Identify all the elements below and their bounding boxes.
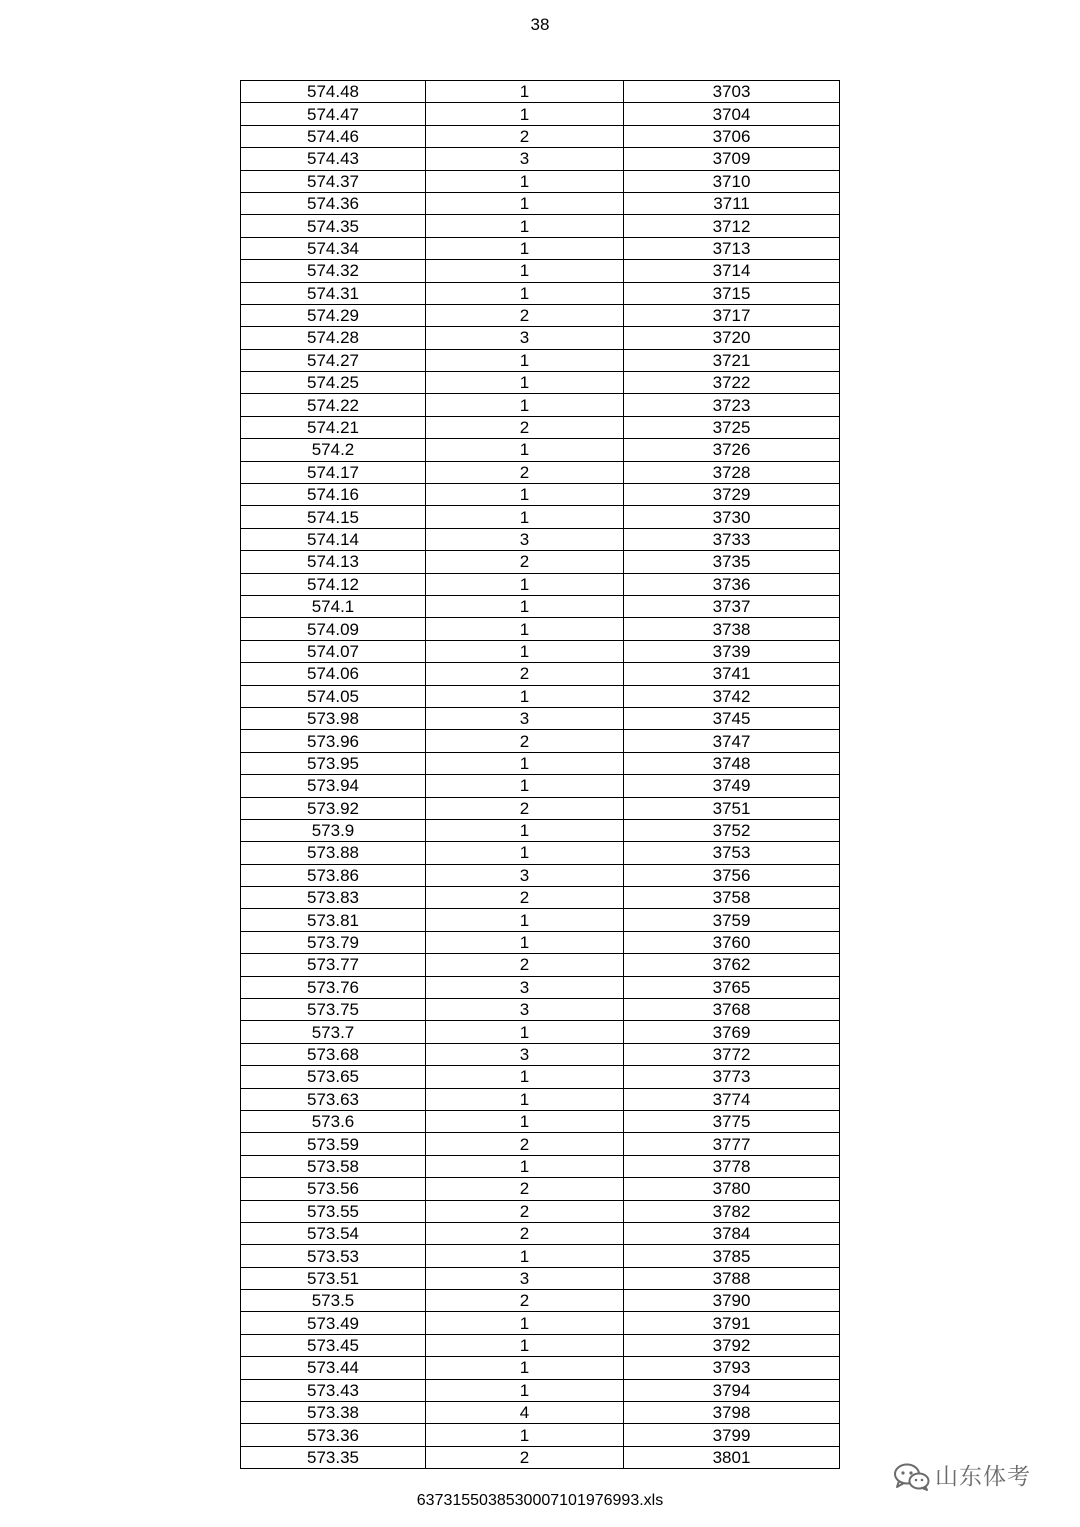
table-row [241,1267,840,1289]
score-cell: 574.09 [241,618,426,640]
count-cell: 1 [426,752,624,774]
cumulative-cell: 3752 [624,819,840,841]
table-row [241,506,840,528]
count-cell: 1 [426,282,624,304]
count-cell: 1 [426,775,624,797]
score-cell: 574.25 [241,372,426,394]
score-cell: 573.36 [241,1424,426,1446]
table-row [241,1110,840,1132]
score-cell: 573.75 [241,999,426,1021]
table-row [241,640,840,662]
footer-filename: 637315503853000710197​6993.xls [416,1492,664,1509]
count-cell: 2 [426,461,624,483]
cumulative-cell: 3769 [624,1021,840,1043]
count-cell: 2 [426,887,624,909]
count-cell: 3 [426,528,624,550]
score-cell: 574.43 [241,148,426,170]
cumulative-cell: 3748 [624,752,840,774]
table-row [241,909,840,931]
table-row [241,1446,840,1468]
count-cell: 3 [426,1043,624,1065]
count-cell: 1 [426,81,624,103]
cumulative-cell: 3758 [624,887,840,909]
count-cell: 3 [426,327,624,349]
cumulative-cell: 3768 [624,999,840,1021]
table-row [241,416,840,438]
table-row [241,103,840,125]
score-cell: 574.2 [241,439,426,461]
cumulative-cell: 3712 [624,215,840,237]
cumulative-cell: 3765 [624,976,840,998]
cumulative-cell: 3729 [624,484,840,506]
page-number: 38 [530,15,550,34]
cumulative-cell: 3777 [624,1133,840,1155]
score-cell: 574.1 [241,595,426,617]
cumulative-cell: 3717 [624,304,840,326]
score-cell: 573.76 [241,976,426,998]
cumulative-cell: 3711 [624,192,840,214]
table-row [241,215,840,237]
count-cell: 1 [426,1424,624,1446]
table-row [241,819,840,841]
cumulative-cell: 3759 [624,909,840,931]
count-cell: 2 [426,1446,624,1468]
table-row [241,595,840,617]
cumulative-cell: 3713 [624,237,840,259]
table-row [241,349,840,371]
score-cell: 574.37 [241,170,426,192]
cumulative-cell: 3704 [624,103,840,125]
score-cell: 574.21 [241,416,426,438]
count-cell: 1 [426,1021,624,1043]
cumulative-cell: 3774 [624,1088,840,1110]
table-row [241,842,840,864]
score-cell: 574.07 [241,640,426,662]
cumulative-cell: 3749 [624,775,840,797]
score-cell: 573.54 [241,1222,426,1244]
count-cell: 4 [426,1402,624,1424]
score-cell: 574.22 [241,394,426,416]
table-row [241,148,840,170]
cumulative-cell: 3742 [624,685,840,707]
score-cell: 574.46 [241,125,426,147]
cumulative-cell: 3745 [624,707,840,729]
table-row [241,260,840,282]
score-cell: 573.55 [241,1200,426,1222]
table-row [241,730,840,752]
table-row [241,1357,840,1379]
table-row [241,573,840,595]
cumulative-cell: 3782 [624,1200,840,1222]
cumulative-cell: 3715 [624,282,840,304]
score-cell: 573.5 [241,1290,426,1312]
score-cell: 573.49 [241,1312,426,1334]
count-cell: 1 [426,237,624,259]
score-cell: 574.14 [241,528,426,550]
cumulative-cell: 3714 [624,260,840,282]
table-row [241,752,840,774]
score-cell: 573.9 [241,819,426,841]
count-cell: 1 [426,1110,624,1132]
score-cell: 574.16 [241,484,426,506]
score-cell: 573.81 [241,909,426,931]
count-cell: 1 [426,1357,624,1379]
count-cell: 1 [426,484,624,506]
cumulative-cell: 3730 [624,506,840,528]
wechat-icon [893,1462,931,1492]
table-row [241,1088,840,1110]
count-cell: 2 [426,416,624,438]
count-cell: 2 [426,551,624,573]
score-cell: 573.95 [241,752,426,774]
score-cell: 574.29 [241,304,426,326]
table-row [241,663,840,685]
table-row [241,864,840,886]
score-cell: 573.88 [241,842,426,864]
cumulative-cell: 3791 [624,1312,840,1334]
count-cell: 2 [426,1200,624,1222]
count-cell: 1 [426,640,624,662]
count-cell: 3 [426,976,624,998]
score-table-body [241,81,840,1469]
score-cell: 574.35 [241,215,426,237]
watermark-text: 山东体考 [935,1464,1031,1490]
table-row [241,237,840,259]
cumulative-cell: 3737 [624,595,840,617]
score-cell: 574.27 [241,349,426,371]
score-cell: 573.63 [241,1088,426,1110]
table-row [241,1021,840,1043]
score-cell: 574.05 [241,685,426,707]
cumulative-cell: 3793 [624,1357,840,1379]
table-row [241,1133,840,1155]
score-cell: 573.56 [241,1178,426,1200]
cumulative-cell: 3721 [624,349,840,371]
count-cell: 3 [426,148,624,170]
cumulative-cell: 3798 [624,1402,840,1424]
cumulative-cell: 3780 [624,1178,840,1200]
score-cell: 573.7 [241,1021,426,1043]
count-cell: 3 [426,864,624,886]
table-row [241,887,840,909]
score-cell: 573.83 [241,887,426,909]
table-row [241,775,840,797]
count-cell: 1 [426,819,624,841]
cumulative-cell: 3709 [624,148,840,170]
count-cell: 1 [426,103,624,125]
score-cell: 573.38 [241,1402,426,1424]
cumulative-cell: 3741 [624,663,840,685]
cumulative-cell: 3728 [624,461,840,483]
count-cell: 1 [426,1379,624,1401]
table-row [241,81,840,103]
cumulative-cell: 3801 [624,1446,840,1468]
count-cell: 1 [426,260,624,282]
table-row [241,1178,840,1200]
cumulative-cell: 3799 [624,1424,840,1446]
score-cell: 574.13 [241,551,426,573]
table-row [241,1334,840,1356]
table-row [241,528,840,550]
score-cell: 574.15 [241,506,426,528]
table-row [241,1245,840,1267]
cumulative-cell: 3738 [624,618,840,640]
count-cell: 2 [426,954,624,976]
count-cell: 1 [426,685,624,707]
table-row [241,1424,840,1446]
score-cell: 573.68 [241,1043,426,1065]
count-cell: 1 [426,1245,624,1267]
score-cell: 574.34 [241,237,426,259]
count-cell: 2 [426,125,624,147]
cumulative-cell: 3703 [624,81,840,103]
count-cell: 1 [426,1155,624,1177]
count-cell: 1 [426,573,624,595]
score-cell: 573.59 [241,1133,426,1155]
score-cell: 573.45 [241,1334,426,1356]
table-row [241,1200,840,1222]
table-row [241,685,840,707]
table-row [241,1402,840,1424]
table-row [241,394,840,416]
cumulative-cell: 3772 [624,1043,840,1065]
table-row [241,1043,840,1065]
score-cell: 574.47 [241,103,426,125]
score-cell: 573.92 [241,797,426,819]
count-cell: 1 [426,618,624,640]
score-cell: 573.44 [241,1357,426,1379]
table-row [241,439,840,461]
table-row [241,1312,840,1334]
score-cell: 574.17 [241,461,426,483]
score-cell: 573.79 [241,931,426,953]
cumulative-cell: 3775 [624,1110,840,1132]
score-cell: 573.65 [241,1066,426,1088]
table-row [241,954,840,976]
cumulative-cell: 3785 [624,1245,840,1267]
score-cell: 574.36 [241,192,426,214]
cumulative-cell: 3726 [624,439,840,461]
count-cell: 1 [426,192,624,214]
count-cell: 1 [426,349,624,371]
count-cell: 1 [426,439,624,461]
table-row [241,1155,840,1177]
score-cell: 573.35 [241,1446,426,1468]
count-cell: 1 [426,1088,624,1110]
table-row [241,976,840,998]
watermark [893,1462,1031,1492]
count-cell: 2 [426,1222,624,1244]
table-row [241,999,840,1021]
count-cell: 2 [426,304,624,326]
table-row [241,304,840,326]
cumulative-cell: 3710 [624,170,840,192]
table-row [241,1290,840,1312]
table-row [241,372,840,394]
count-cell: 1 [426,1312,624,1334]
score-cell: 573.43 [241,1379,426,1401]
count-cell: 1 [426,909,624,931]
cumulative-cell: 3788 [624,1267,840,1289]
cumulative-cell: 3739 [624,640,840,662]
score-cell: 574.12 [241,573,426,595]
score-cell: 573.98 [241,707,426,729]
score-cell: 573.53 [241,1245,426,1267]
score-table-container [240,80,840,1469]
score-cell: 573.86 [241,864,426,886]
count-cell: 1 [426,394,624,416]
cumulative-cell: 3784 [624,1222,840,1244]
cumulative-cell: 3753 [624,842,840,864]
count-cell: 1 [426,1334,624,1356]
score-cell: 574.48 [241,81,426,103]
cumulative-cell: 3722 [624,372,840,394]
table-row [241,1222,840,1244]
table-row [241,484,840,506]
table-row [241,282,840,304]
table-row [241,551,840,573]
count-cell: 2 [426,1133,624,1155]
score-cell: 573.94 [241,775,426,797]
cumulative-cell: 3792 [624,1334,840,1356]
table-row [241,327,840,349]
count-cell: 1 [426,506,624,528]
cumulative-cell: 3720 [624,327,840,349]
cumulative-cell: 3773 [624,1066,840,1088]
count-cell: 3 [426,1267,624,1289]
cumulative-cell: 3756 [624,864,840,886]
score-cell: 573.96 [241,730,426,752]
count-cell: 1 [426,170,624,192]
cumulative-cell: 3706 [624,125,840,147]
table-row [241,1066,840,1088]
table-row [241,170,840,192]
score-cell: 574.28 [241,327,426,349]
table-row [241,797,840,819]
count-cell: 1 [426,372,624,394]
score-cell: 574.31 [241,282,426,304]
table-row [241,1379,840,1401]
count-cell: 1 [426,215,624,237]
score-cell: 573.77 [241,954,426,976]
cumulative-cell: 3751 [624,797,840,819]
table-row [241,931,840,953]
table-row [241,461,840,483]
table-row [241,707,840,729]
count-cell: 1 [426,1066,624,1088]
score-cell: 573.6 [241,1110,426,1132]
cumulative-cell: 3790 [624,1290,840,1312]
count-cell: 2 [426,663,624,685]
cumulative-cell: 3778 [624,1155,840,1177]
table-row [241,192,840,214]
score-table [240,80,840,1469]
cumulative-cell: 3794 [624,1379,840,1401]
count-cell: 3 [426,707,624,729]
score-cell: 574.32 [241,260,426,282]
count-cell: 2 [426,1290,624,1312]
cumulative-cell: 3760 [624,931,840,953]
count-cell: 2 [426,730,624,752]
cumulative-cell: 3736 [624,573,840,595]
count-cell: 2 [426,797,624,819]
cumulative-cell: 3733 [624,528,840,550]
score-cell: 574.06 [241,663,426,685]
count-cell: 1 [426,842,624,864]
cumulative-cell: 3747 [624,730,840,752]
score-cell: 573.51 [241,1267,426,1289]
cumulative-cell: 3723 [624,394,840,416]
score-cell: 573.58 [241,1155,426,1177]
cumulative-cell: 3725 [624,416,840,438]
count-cell: 2 [426,1178,624,1200]
count-cell: 1 [426,595,624,617]
table-row [241,618,840,640]
count-cell: 1 [426,931,624,953]
table-row [241,125,840,147]
count-cell: 3 [426,999,624,1021]
cumulative-cell: 3762 [624,954,840,976]
cumulative-cell: 3735 [624,551,840,573]
